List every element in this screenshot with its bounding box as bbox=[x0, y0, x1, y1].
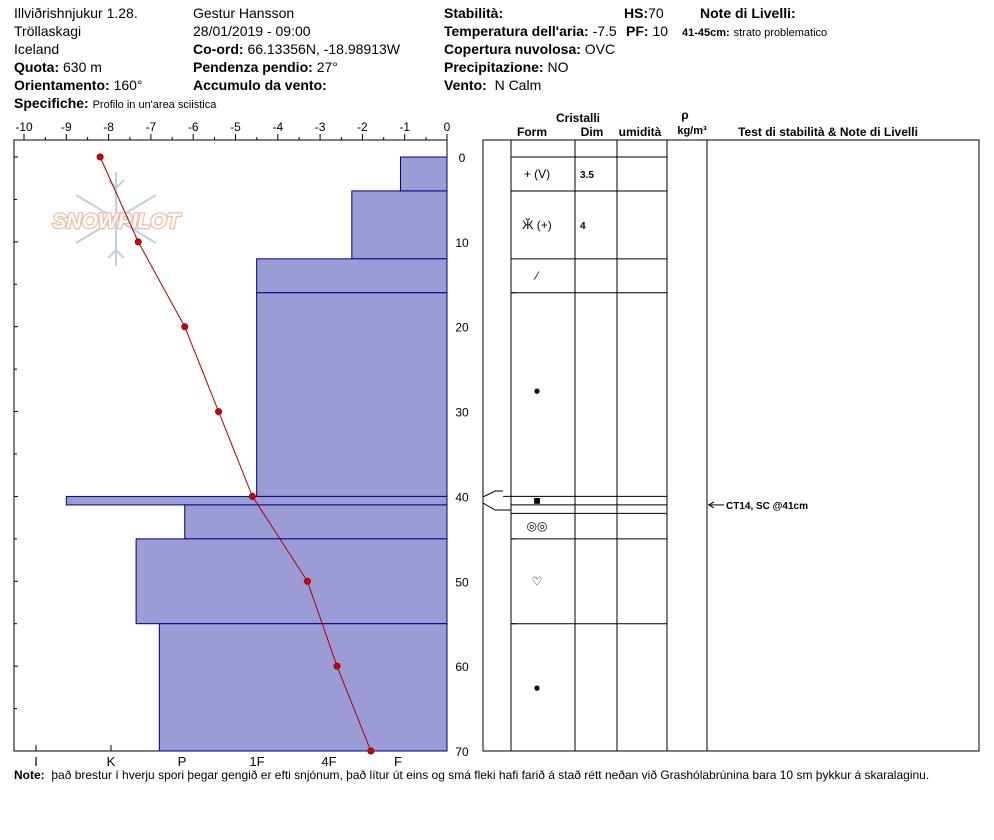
hardness-label: P bbox=[177, 754, 187, 769]
temp-tick-label: -9 bbox=[60, 120, 72, 134]
coordinates: Co-ord: 66.13356N, -18.98913W bbox=[193, 41, 400, 57]
depth-tick-label: 60 bbox=[455, 660, 469, 675]
hardness-label: I bbox=[34, 754, 38, 769]
hardness-label: 4F bbox=[321, 754, 337, 769]
layer-link bbox=[483, 491, 503, 497]
temp-tick-label: -1 bbox=[399, 120, 411, 134]
crystal-form: + (V) bbox=[523, 166, 551, 181]
crystal-form: ⁄ bbox=[535, 268, 539, 283]
temp-tick-label: -7 bbox=[145, 120, 157, 134]
temp-tick-label: -5 bbox=[230, 120, 241, 134]
logo-text: SNOWPILOT bbox=[52, 210, 180, 233]
temperature-point bbox=[215, 408, 221, 414]
density-unit: kg/m³ bbox=[677, 125, 707, 137]
hardness-label: K bbox=[106, 754, 116, 769]
hardness-bar bbox=[352, 191, 447, 259]
air-temperature: Temperatura dell'aria: -7.5 bbox=[444, 23, 617, 39]
crystal-size: 4 bbox=[580, 220, 586, 232]
crystal-form: ● bbox=[533, 383, 541, 398]
density-symbol: ρ bbox=[681, 108, 689, 122]
temp-tick-label: -4 bbox=[272, 120, 284, 134]
temperature-point bbox=[368, 748, 374, 754]
crystal-form: ♡ bbox=[531, 574, 543, 589]
temperature-point bbox=[182, 324, 188, 330]
crystals-header: Cristalli bbox=[555, 111, 601, 125]
crystal-form: ■ bbox=[533, 493, 541, 508]
hardness-bar bbox=[400, 157, 447, 191]
wind-loading: Accumulo da vento: bbox=[193, 77, 327, 93]
range: Tröllaskagi bbox=[14, 23, 82, 39]
temperature-point bbox=[334, 663, 340, 669]
location: Illviðrishnjukur 1.28. bbox=[14, 5, 138, 21]
depth-tick-label: 40 bbox=[455, 490, 469, 505]
hardness-bar bbox=[257, 293, 447, 497]
crystal-form: ● bbox=[533, 680, 541, 695]
foot-penetration: PF: 10 bbox=[626, 23, 669, 39]
depth-tick-label: 30 bbox=[455, 405, 469, 420]
stability-test-label: CT14, SC @41cm bbox=[726, 500, 809, 512]
specifics: Specifiche: Profilo in un'area sciistica bbox=[14, 95, 217, 111]
datetime: 28/01/2019 - 09:00 bbox=[193, 23, 311, 39]
crystal-form: ◎◎ bbox=[526, 519, 548, 534]
temperature-point bbox=[135, 239, 141, 245]
crystal-size: 3.5 bbox=[580, 169, 594, 181]
temp-tick-label: -3 bbox=[314, 120, 326, 134]
hardness-label: F bbox=[394, 754, 402, 769]
layer-notes-title: Note di Livelli: bbox=[700, 5, 796, 21]
size-header: Dim bbox=[580, 125, 604, 139]
observer: Gestur Hansson bbox=[193, 5, 295, 21]
temp-tick-label: -10 bbox=[15, 120, 33, 134]
temperature-point bbox=[97, 154, 103, 160]
depth-tick-label: 50 bbox=[455, 575, 469, 590]
slope: Pendenza pendio: 27° bbox=[193, 59, 338, 75]
temperature-point bbox=[304, 578, 310, 584]
depth-tick-label: 70 bbox=[455, 745, 469, 759]
moisture-header: umidità bbox=[618, 125, 662, 139]
layer-note: 41-45cm: strato problematico bbox=[682, 27, 828, 39]
temp-tick-label: 0 bbox=[443, 120, 451, 134]
temperature-point bbox=[249, 493, 255, 499]
temp-tick-label: -2 bbox=[357, 120, 368, 134]
hardness-bar bbox=[185, 505, 447, 539]
wind: Vento: N Calm bbox=[444, 77, 542, 93]
temp-tick-label: -8 bbox=[103, 120, 114, 134]
country: Iceland bbox=[14, 41, 60, 57]
layer-link bbox=[483, 503, 511, 510]
cloud-cover: Copertura nuvolosa: OVC bbox=[444, 41, 616, 57]
form-header: Form bbox=[517, 125, 547, 139]
hardness-bar bbox=[257, 259, 447, 293]
aspect: Orientamento: 160° bbox=[14, 77, 143, 93]
precipitation: Precipitazione: NO bbox=[444, 59, 569, 75]
temp-tick-label: -6 bbox=[187, 120, 199, 134]
right-table-frame bbox=[483, 140, 979, 751]
hardness-bar bbox=[136, 539, 447, 624]
snowpilot-logo bbox=[52, 172, 181, 266]
hardness-bar bbox=[159, 624, 447, 751]
depth-tick-label: 0 bbox=[458, 151, 466, 165]
depth-tick-label: 20 bbox=[455, 320, 469, 335]
footer-note: Note: það brestur í hverju spori þegar gengið er efti snjónum, það lítur út eins og smá fleki hafi farið á stað rétt neðan við Grashólabrúnina bara 10 sm þykkur á skaralaginu. bbox=[14, 768, 930, 782]
stability: Stabilità: bbox=[444, 5, 504, 21]
stability-notes-header: Test di stabilità & Note di Livelli bbox=[738, 125, 918, 139]
crystal-form: Ӂ (+) bbox=[522, 217, 552, 232]
elevation: Quota: 630 m bbox=[14, 59, 102, 75]
snow-height: HS:70 bbox=[624, 5, 664, 21]
hardness-label: 1F bbox=[249, 754, 265, 769]
depth-tick-label: 10 bbox=[455, 235, 469, 250]
